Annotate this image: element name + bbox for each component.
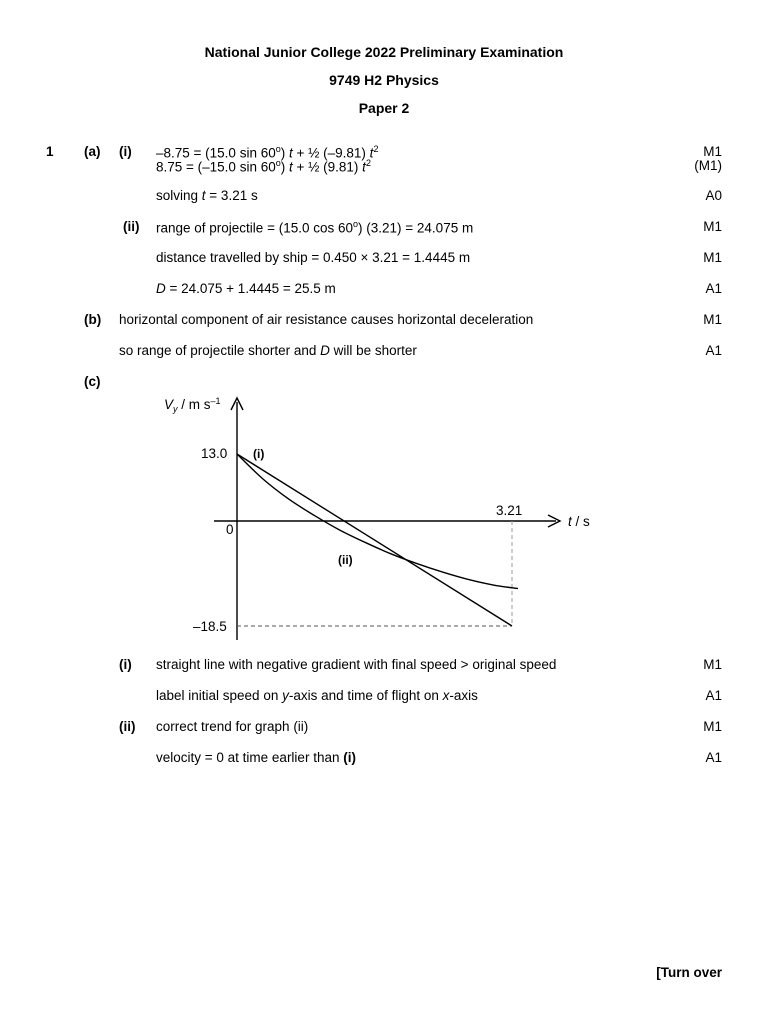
question-number: 1 [46,144,54,159]
subject-title: 9749 H2 Physics [329,72,439,88]
part-ai-label: (i) [119,144,132,159]
turn-over-label: [Turn over [656,965,722,980]
mark-b-2: A1 [705,343,722,358]
paper-title: Paper 2 [358,100,410,116]
ai-solve: solving t = 3.21 s [156,188,258,203]
aii-total-distance: D = 24.075 + 1.4445 = 25.5 m [156,281,336,296]
graph-axes [214,398,560,640]
part-ci-label: (i) [119,657,132,672]
mark-ai-3: A0 [705,188,722,203]
mark-cii-2: A1 [705,750,722,765]
cii-line-1: correct trend for graph (ii) [156,719,309,734]
x-axis-label: t / s [568,514,590,529]
origin-label: 0 [226,522,234,537]
mark-aii-3: A1 [705,281,722,296]
mark-cii-1: M1 [703,719,722,734]
series-i-label: (i) [253,447,265,461]
x-tick-label: 3.21 [496,503,523,518]
ai-equation-1: –8.75 = (15.0 sin 60$^o$) t + ½ (–9.81) $t^2$ [156,144,379,161]
part-a-label: (a) [84,144,101,159]
ci-line-2: label initial speed on y-axis and time of flight on x-axis [156,688,478,703]
y-axis-label: $V_y$ / m $s^{-1}$ [164,396,221,414]
part-b-label: (b) [84,312,102,327]
mark-b-1: M1 [703,312,722,327]
y-tick-label-bottom: –18.5 [193,619,227,634]
mark-aii-2: M1 [703,250,722,265]
cii-line-2: velocity = 0 at time earlier than (i) [156,750,356,765]
aii-ship-distance: distance travelled by ship = 0.450 × 3.21 = 1.4445 m [156,250,471,265]
exam-title: National Junior College 2022 Preliminary Examination [204,44,564,60]
ci-line-1: straight line with negative gradient with final speed > original speed [156,657,557,672]
part-c-label: (c) [84,374,101,389]
part-aii-label: (ii) [123,219,140,234]
b-line-1: horizontal component of air resistance causes horizontal deceleration [119,312,534,327]
mark-ci-2: A1 [705,688,722,703]
aii-range: range of projectile = (15.0 cos 60$^o$) (3.21) = 24.075 m [156,219,474,236]
series-ii-label: (ii) [338,553,353,567]
series-i-line [237,454,512,626]
mark-ci-1: M1 [703,657,722,672]
mark-ai-2: (M1) [694,158,722,173]
y-tick-label-top: 13.0 [201,446,228,461]
ai-equation-2: 8.75 = (–15.0 sin 60$^o$) t + ½ (9.81) $t^2$ [156,158,371,175]
mark-aii-1: M1 [703,219,722,234]
part-cii-label: (ii) [119,719,136,734]
b-line-2: so range of projectile shorter and D will be shorter [119,343,417,358]
mark-ai-1: M1 [703,144,722,159]
